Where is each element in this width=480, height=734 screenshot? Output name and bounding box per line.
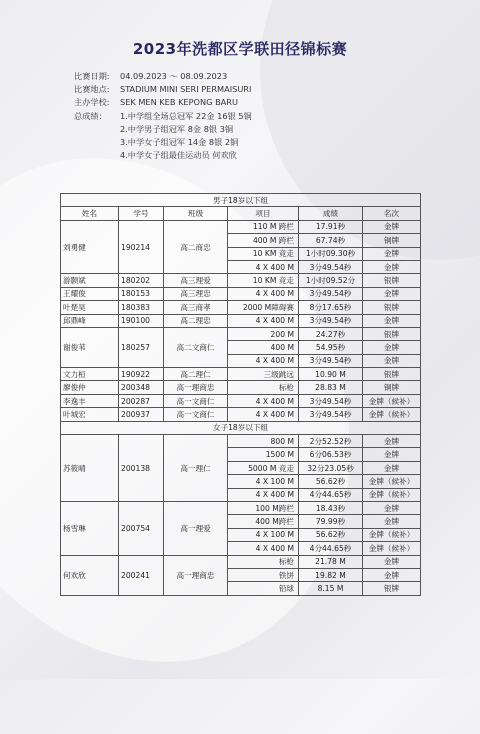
result-value: 21.78 M <box>299 555 363 568</box>
result-value: 2分52.52秒 <box>299 435 363 448</box>
column-header: 学号 <box>119 207 164 220</box>
event-name: 4 X 400 M <box>228 354 299 367</box>
placing: 铜牌 <box>363 234 421 247</box>
placing: 金牌（候补） <box>363 394 421 407</box>
result-value: 4分44.65秒 <box>299 542 363 555</box>
column-header: 班级 <box>164 207 228 220</box>
placing: 银牌 <box>363 582 421 595</box>
placing: 银牌 <box>363 301 421 314</box>
placing: 金牌（候补） <box>363 488 421 501</box>
result-value: 56.62秒 <box>299 528 363 541</box>
class-name: 高二理忠 <box>164 314 228 327</box>
class-name: 高三商孝 <box>164 301 228 314</box>
placing: 金牌（候补） <box>363 475 421 488</box>
event-name: 4 X 400 M <box>228 488 299 501</box>
document-title: 2023年洗都区学联田径锦标赛 <box>132 40 348 58</box>
athlete-name: 何欢欣 <box>61 555 119 595</box>
class-name: 高一理爱 <box>164 501 228 555</box>
student-id: 180383 <box>119 301 164 314</box>
placing: 银牌 <box>363 368 421 381</box>
section-header-row <box>61 194 421 207</box>
placing: 金牌 <box>363 260 421 273</box>
placing: 金牌 <box>363 568 421 581</box>
info-row <box>74 83 252 96</box>
result-value: 8.15 M <box>299 582 363 595</box>
result-value: 32分23.05秒 <box>299 461 363 474</box>
placing: 金牌 <box>363 247 421 260</box>
table-row <box>61 327 421 340</box>
athlete-name: 邱鼎峰 <box>61 314 119 327</box>
result-value: 28.83 M <box>299 381 363 394</box>
table-row <box>61 555 421 568</box>
student-id: 200241 <box>119 555 164 595</box>
table-row <box>61 368 421 381</box>
placing: 金牌 <box>363 287 421 300</box>
student-id: 200138 <box>119 435 164 502</box>
class-name: 高一理商忠 <box>164 555 228 595</box>
column-header: 名次 <box>363 207 421 220</box>
info-value: SEK MEN KEB KEPONG BARU <box>120 97 238 108</box>
student-id: 200754 <box>119 501 164 555</box>
result-value: 3分49.54秒 <box>299 287 363 300</box>
event-name: 铁饼 <box>228 568 299 581</box>
student-id: 190100 <box>119 314 164 327</box>
result-value: 67.74秒 <box>299 234 363 247</box>
student-id: 180153 <box>119 287 164 300</box>
event-name: 标枪 <box>228 381 299 394</box>
placing: 铜牌 <box>363 381 421 394</box>
event-name: 400 M 跨栏 <box>228 234 299 247</box>
info-value: STADIUM MINI SERI PERMAISURI <box>120 84 252 95</box>
athlete-name: 苏筱晴 <box>61 435 119 502</box>
table-row <box>61 501 421 514</box>
info-label: 总成绩： <box>74 110 107 121</box>
info-label: 比赛日期: <box>74 71 110 81</box>
class-name: 高三理爱 <box>164 274 228 287</box>
event-name: 10 KM 竞走 <box>228 274 299 287</box>
info-row: 4.中学女子组最佳运动员 何欢欣 <box>120 150 237 161</box>
placing: 银牌 <box>363 274 421 287</box>
athlete-name: 廖俊仲 <box>61 381 119 394</box>
student-id: 200348 <box>119 381 164 394</box>
results-table-wrapper <box>60 193 420 596</box>
event-name: 10 KM 竞走 <box>228 247 299 260</box>
athlete-name: 文力桓 <box>61 368 119 381</box>
table-row <box>61 301 421 314</box>
athlete-name: 刘勇健 <box>61 220 119 274</box>
column-header: 成绩 <box>299 207 363 220</box>
event-name: 4 X 100 M <box>228 475 299 488</box>
result-value: 3分49.54秒 <box>299 260 363 273</box>
placing: 金牌（候补） <box>363 528 421 541</box>
event-name: 4 X 400 M <box>228 394 299 407</box>
column-header-row <box>61 207 421 220</box>
student-id: 180257 <box>119 327 164 367</box>
event-name: 4 X 400 M <box>228 314 299 327</box>
event-name: 100 M跨栏 <box>228 501 299 514</box>
athlete-name: 王耀俊 <box>61 287 119 300</box>
column-header: 项目 <box>228 207 299 220</box>
table-row <box>61 394 421 407</box>
column-header: 姓名 <box>61 207 119 220</box>
results-table <box>60 193 421 596</box>
athlete-name: 叶城宏 <box>61 408 119 421</box>
info-label: 主办学校: <box>74 97 110 108</box>
placing: 金牌 <box>363 448 421 461</box>
table-row <box>61 287 421 300</box>
event-name: 200 M <box>228 327 299 340</box>
result-value: 24.27秒 <box>299 327 363 340</box>
class-name: 高二理仁 <box>164 368 228 381</box>
event-name: 400 M跨栏 <box>228 515 299 528</box>
result-value: 10.90 M <box>299 368 363 381</box>
event-name: 4 X 400 M <box>228 542 299 555</box>
student-id: 200287 <box>119 394 164 407</box>
placing: 银牌 <box>363 327 421 340</box>
athlete-name: 杨雪琳 <box>61 501 119 555</box>
class-name: 高一理仁 <box>164 435 228 502</box>
result-value: 1小时09.30秒 <box>299 247 363 260</box>
placing: 金牌（候补） <box>363 542 421 555</box>
placing: 金牌 <box>363 501 421 514</box>
result-value: 79.99秒 <box>299 515 363 528</box>
result-value: 1小时09.52分 <box>299 274 363 287</box>
athlete-name: 李逸丰 <box>61 394 119 407</box>
class-name: 高一文商仁 <box>164 408 228 421</box>
result-value: 56.62秒 <box>299 475 363 488</box>
placing: 金牌 <box>363 354 421 367</box>
info-row <box>74 70 252 83</box>
event-name: 铅球 <box>228 582 299 595</box>
section-header-row <box>61 421 421 434</box>
result-value: 54.95秒 <box>299 341 363 354</box>
athlete-name: 谢俊苇 <box>61 327 119 367</box>
placing: 金牌 <box>363 314 421 327</box>
info-row: 2.中学男子组冠军 8金 8银 3铜 <box>120 123 234 134</box>
athlete-name: 游颢斌 <box>61 274 119 287</box>
event-name: 5000 M 竞走 <box>228 461 299 474</box>
class-name: 高二商忠 <box>164 220 228 274</box>
placing: 金牌 <box>363 461 421 474</box>
event-name: 4 X 400 M <box>228 287 299 300</box>
table-row <box>61 274 421 287</box>
event-name: 4 X 400 M <box>228 260 299 273</box>
placing: 金牌 <box>363 220 421 233</box>
info-value: 04.09.2023 ～ 08.09.2023 <box>120 71 228 81</box>
placing: 金牌 <box>363 435 421 448</box>
event-name: 800 M <box>228 435 299 448</box>
class-name: 高二文商仁 <box>164 327 228 367</box>
student-id: 200937 <box>119 408 164 421</box>
result-value: 3分49.54秒 <box>299 354 363 367</box>
event-name: 4 X 400 M <box>228 408 299 421</box>
info-label: 比赛地点: <box>74 84 110 95</box>
event-name: 三级跳远 <box>228 368 299 381</box>
event-name: 2000 M障碍赛 <box>228 301 299 314</box>
placing: 金牌（候补） <box>363 408 421 421</box>
placing: 金牌 <box>363 555 421 568</box>
result-value: 17.91秒 <box>299 220 363 233</box>
result-value: 3分49.54秒 <box>299 408 363 421</box>
student-id: 190214 <box>119 220 164 274</box>
info-row <box>74 96 252 109</box>
result-value: 8分17.65秒 <box>299 301 363 314</box>
event-info <box>74 70 252 162</box>
result-value: 18.43秒 <box>299 501 363 514</box>
result-value: 4分44.65秒 <box>299 488 363 501</box>
section-title: 男子18岁以下组 <box>61 194 421 207</box>
table-row <box>61 381 421 394</box>
table-row <box>61 220 421 233</box>
info-value: 1.中学组全场总冠军 22金 16银 5铜 <box>120 110 252 121</box>
result-value: 3分49.54秒 <box>299 394 363 407</box>
class-name: 高一理商忠 <box>164 381 228 394</box>
table-row <box>61 408 421 421</box>
section-title: 女子18岁以下组 <box>61 421 421 434</box>
result-value: 6分06.53秒 <box>299 448 363 461</box>
result-value: 3分49.54秒 <box>299 314 363 327</box>
class-name: 高一文商仁 <box>164 394 228 407</box>
placing: 金牌 <box>363 341 421 354</box>
student-id: 180202 <box>119 274 164 287</box>
event-name: 1500 M <box>228 448 299 461</box>
info-row: 3.中学女子组冠军 14金 8银 2铜 <box>120 137 239 148</box>
event-name: 400 M <box>228 341 299 354</box>
table-row <box>61 314 421 327</box>
result-value: 19.82 M <box>299 568 363 581</box>
class-name: 高三理忠 <box>164 287 228 300</box>
info-row <box>74 110 252 123</box>
event-name: 4 X 100 M <box>228 528 299 541</box>
table-row <box>61 435 421 448</box>
student-id: 190922 <box>119 368 164 381</box>
placing: 金牌 <box>363 515 421 528</box>
athlete-name: 叶楚昊 <box>61 301 119 314</box>
event-name: 标枪 <box>228 555 299 568</box>
event-name: 110 M 跨栏 <box>228 220 299 233</box>
